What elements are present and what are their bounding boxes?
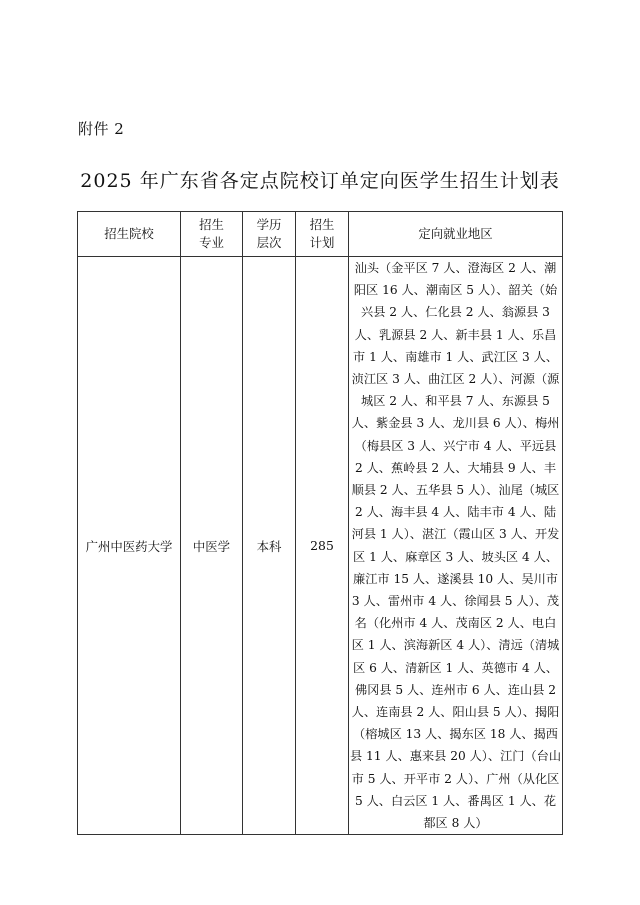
header-major <box>181 212 243 257</box>
header-level <box>243 212 296 257</box>
cell-school: 广州中医药大学 <box>78 257 181 835</box>
document-title: 2025 年广东省各定点院校订单定向医学生招生计划表 <box>80 170 560 192</box>
cell-region: 汕头（金平区 7 人、澄海区 2 人、潮阳区 16 人、潮南区 5 人）、韶关（始兴县 2 人、仁化县 2 人、翁源县 3 人、乳源县 2 人、新丰县 1 人、乐昌市 1 人、南雄市 1 人、武江区 3 人、浈江区 3 人、曲江区 2 人）、河源（源城区 2 人、和平县 7 人、东源县 5 人、紫金县 3 人、龙川县 6 人）、梅州（梅县区 3 人、兴宁市 4 人、平远县 2 人、蕉岭县 2 人、大埔县 9 人、丰顺县 2 人、五华县 5 人）、汕尾（城区 2 人、海丰县 4 人、陆丰市 4 人、陆河县 1 人）、湛江（霞山区 3 人、开发区 1 人、麻章区 3 人、坡头区 4 人、廉江市 15 人、遂溪县 10 人、吴川市 3 人、雷州市 4 人、徐闻县 5 人）、茂名（化州市 4 人、茂南区 2 人、电白区 1 人、滨海新区 4 人）、清远（清城区 6 人、清新区 1 人、英德市 4 人、佛冈县 5 人、连州市 6 人、连山县 2 人、连南县 2 人、阳山县 5 人）、揭阳（榕城区 13 人、揭东区 18 人、揭西县 11 人、惠来县 20 人）、江门（台山市 5 人、开平市 2 人）、广州（从化区 5 人、白云区 1 人、番禺区 1 人、花都区 8 人） <box>349 257 563 835</box>
header-region <box>349 212 563 257</box>
header-region-label: 定向就业地区 <box>418 226 493 241</box>
header-level-line2: 层次 <box>256 235 282 250</box>
cell-level: 本科 <box>243 257 296 835</box>
header-plan <box>296 212 349 257</box>
header-level-line1: 学历 <box>256 217 282 232</box>
table-row <box>78 257 563 835</box>
cell-major: 中医学 <box>181 257 243 835</box>
header-school <box>78 212 181 257</box>
attachment-label: 附件 2 <box>78 120 125 138</box>
cell-plan: 285 <box>296 257 349 835</box>
header-major-line2: 专业 <box>199 235 224 250</box>
header-plan-line2: 计划 <box>309 235 335 250</box>
table-header-row <box>78 212 563 257</box>
header-school-label: 招生院校 <box>104 226 154 241</box>
enrollment-plan-table <box>77 211 563 835</box>
header-plan-line1: 招生 <box>309 217 335 232</box>
header-major-line1: 招生 <box>199 217 224 232</box>
